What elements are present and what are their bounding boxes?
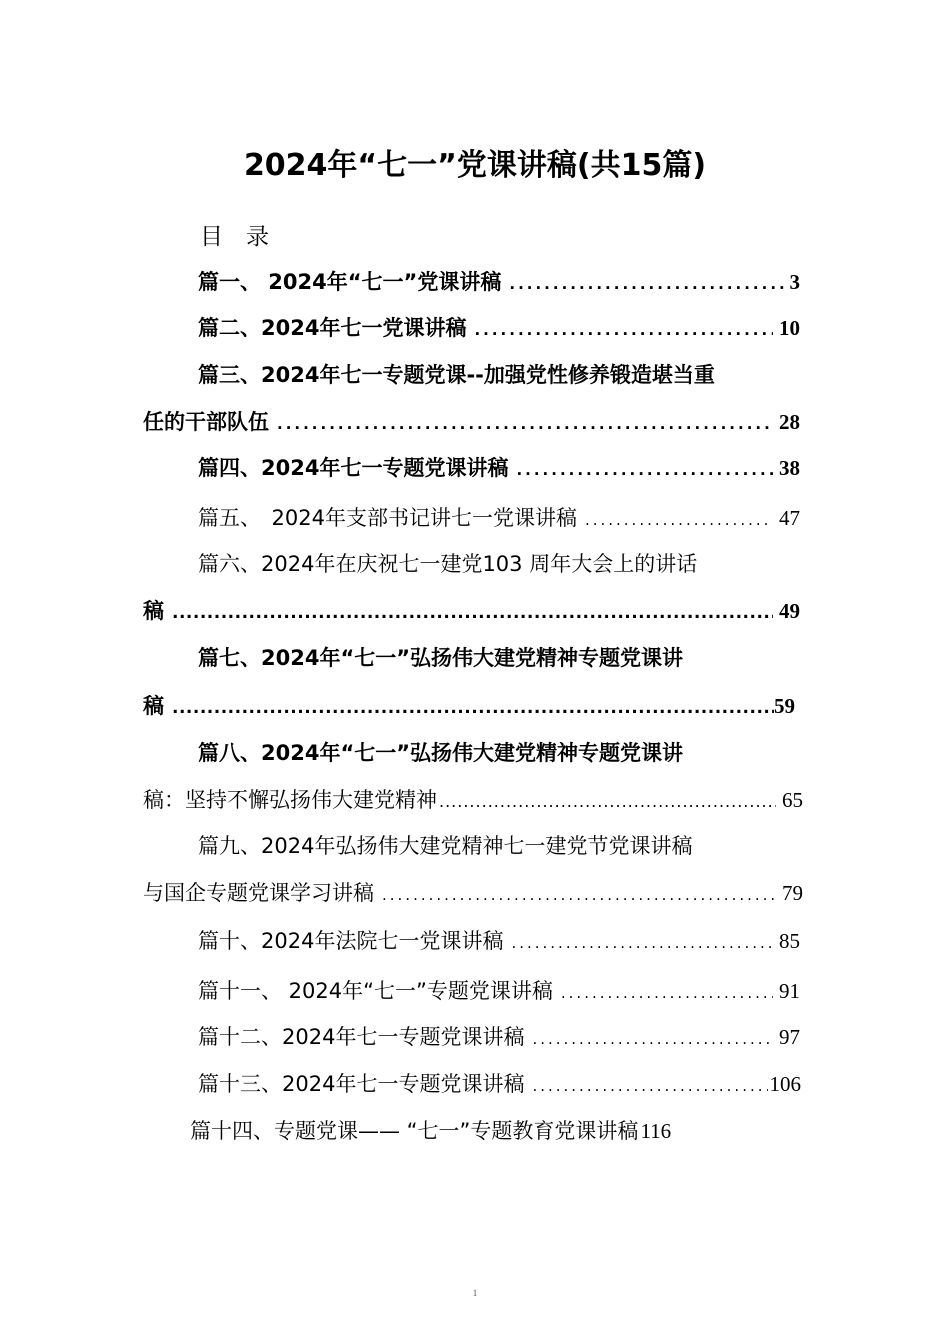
toc-entry-12-page: 97 xyxy=(779,1025,800,1049)
toc-entry-9-page: 79 xyxy=(782,881,803,905)
toc-entry-3-page: 28 xyxy=(779,410,800,434)
toc-entry-5[interactable] xyxy=(198,502,800,536)
toc-entry-9-title: 篇九、2024年弘扬伟大建党精神七一建党节党课讲稿 xyxy=(198,834,693,858)
toc-entry-14-page: 116 xyxy=(640,1119,672,1143)
toc-entry-8-line2[interactable] xyxy=(143,784,803,818)
toc-entry-2-page: 10 xyxy=(779,316,800,340)
toc-entry-4-title: 篇四、2024年七一专题党课讲稿 xyxy=(198,456,509,480)
toc-entry-4[interactable] xyxy=(198,452,800,486)
toc-entry-12[interactable] xyxy=(198,1021,800,1055)
toc-entry-6-page: 49 xyxy=(779,599,800,623)
toc-entry-8-line1[interactable] xyxy=(198,737,808,771)
toc-leader xyxy=(277,415,773,433)
toc-entry-1-title: 篇一、 2024年“七一”党课讲稿 xyxy=(198,270,502,294)
toc-entry-6-title: 篇六、2024年在庆祝七一建党103 周年大会上的讲话 xyxy=(198,552,698,576)
toc-entry-13[interactable] xyxy=(198,1068,801,1102)
toc-entry-3-line1[interactable] xyxy=(198,359,808,393)
toc-entry-10[interactable] xyxy=(198,925,800,959)
toc-entry-7-title: 篇七、2024年“七一”弘扬伟大建党精神专题党课讲 xyxy=(198,646,684,670)
toc-leader xyxy=(585,511,773,529)
toc-entry-5-page: 47 xyxy=(779,506,800,530)
toc-leader xyxy=(561,984,773,1002)
toc-entry-8-page: 65 xyxy=(782,788,803,812)
toc-leader xyxy=(474,321,773,339)
toc-entry-3-title: 篇三、2024年七一专题党课--加强党性修养锻造堪当重 xyxy=(198,363,715,387)
toc-entry-4-page: 38 xyxy=(779,456,800,480)
toc-entry-8-title: 篇八、2024年“七一”弘扬伟大建党精神专题党课讲 xyxy=(198,741,684,765)
toc-entry-5-title: 篇五、 2024年支部书记讲七一党课讲稿 xyxy=(198,506,577,530)
toc-entry-10-page: 85 xyxy=(779,929,800,953)
toc-entry-9-line2[interactable] xyxy=(143,877,803,911)
toc-entry-3-continuation: 任的干部队伍 xyxy=(143,410,269,434)
toc-entry-9-continuation: 与国企专题党课学习讲稿 xyxy=(143,881,374,905)
toc-entry-7-continuation: 稿 xyxy=(143,694,164,718)
toc-entry-9-line1[interactable] xyxy=(198,830,808,864)
toc-entry-13-page: 106 xyxy=(769,1072,801,1096)
toc-entry-13-title: 篇十三、2024年七一专题党课讲稿 xyxy=(198,1072,525,1096)
toc-leader xyxy=(172,698,774,718)
toc-leader xyxy=(509,275,783,293)
toc-heading: 目 录 xyxy=(200,224,269,250)
toc-entry-8-continuation: 稿：坚持不懈弘扬伟大建党精神 xyxy=(143,788,437,812)
toc-entry-3-line2[interactable] xyxy=(143,406,800,440)
toc-entry-1-page: 3 xyxy=(789,270,800,294)
page-number: 1 xyxy=(472,1288,478,1298)
toc-leader xyxy=(511,934,773,952)
toc-entry-11[interactable] xyxy=(198,975,800,1009)
toc-entry-2-title: 篇二、2024年七一党课讲稿 xyxy=(198,316,467,340)
toc-leader xyxy=(172,603,773,623)
toc-entry-11-title: 篇十一、 2024年“七一”专题党课讲稿 xyxy=(198,979,553,1003)
toc-entry-7-page: 59 xyxy=(774,694,795,718)
toc-entry-6-line1[interactable] xyxy=(198,548,810,582)
toc-entry-7-line1[interactable] xyxy=(198,642,808,676)
toc-leader xyxy=(516,461,773,479)
toc-entry-6-continuation: 稿 xyxy=(143,599,164,623)
toc-entry-10-title: 篇十、2024年法院七一党课讲稿 xyxy=(198,929,504,953)
toc-leader xyxy=(532,1077,767,1095)
toc-entry-11-page: 91 xyxy=(779,979,800,1003)
toc-leader xyxy=(439,792,776,811)
toc-entry-1[interactable] xyxy=(198,266,800,300)
toc-entry-7-line2[interactable] xyxy=(143,690,795,724)
toc-entry-2[interactable] xyxy=(198,312,800,346)
document-title: 2024年“七一”党课讲稿(共15篇) xyxy=(243,148,707,183)
toc-leader xyxy=(532,1030,773,1048)
toc-entry-6-line2[interactable] xyxy=(143,595,800,629)
toc-entry-14-title: 篇十四、专题党课—— “七一”专题教育党课讲稿 xyxy=(190,1119,639,1143)
toc-leader xyxy=(382,886,776,904)
toc-entry-12-title: 篇十二、2024年七一专题党课讲稿 xyxy=(198,1025,525,1049)
toc-entry-14[interactable] xyxy=(190,1115,810,1149)
